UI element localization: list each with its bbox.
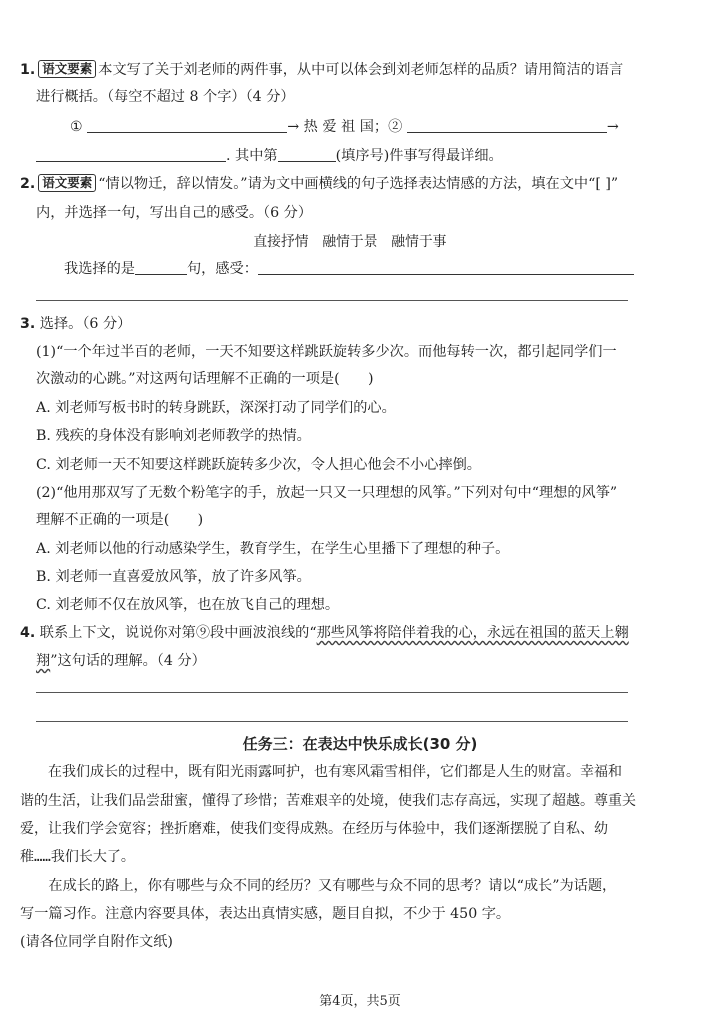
q3-stem-line (20, 314, 131, 334)
q1-circle1: ① (70, 119, 83, 135)
q4-quote-part1: 那些风筝将陪伴着我的心，永远在祖国的蓝天上翱 (316, 625, 629, 641)
q3-p2-option-a: A. 刘老师以他的行动感染学生，教育学生，在学生心里播下了理想的种子。 (36, 541, 510, 557)
page-footer: 第4页，共5页 (319, 994, 401, 1009)
q4-answer-line1[interactable] (36, 692, 628, 693)
q1-line2: 进行概括。（每空不超过 8 个字）（4 分） (36, 89, 295, 105)
q3-stem: 选择。（6 分） (39, 316, 132, 332)
q3-p1-line2: 次激动的心跳。”对这两句话理解不正确的一项是( ) (36, 371, 374, 387)
q1-line3 (70, 117, 619, 137)
q1-blank1[interactable] (87, 117, 287, 133)
q1-mid: → 热 爱 祖 国；② (287, 119, 403, 135)
q2-options: 直接抒情 融情于景 融情于事 (253, 234, 447, 250)
task3-para1-line3: 爱，让我们学会宽容；挫折磨难，使我们变得成熟。在经历与体验中，我们逐渐摆脱了自私、幼 (20, 821, 608, 837)
q2-number: 2. (20, 176, 36, 192)
q4-line1 (20, 623, 629, 643)
q4-line1a: 联系上下文，说说你对第⑨段中画波浪线的“ (39, 625, 317, 641)
q3-p1-option-c: C. 刘老师一天不知要这样跳跃旋转多少次，令人担心他会不小心摔倒。 (36, 457, 481, 473)
q1-arrow: → (606, 119, 619, 135)
q2-answer-line[interactable] (36, 300, 628, 301)
task3-para2-line1: 在成长的路上，你有哪些与众不同的经历？又有哪些与众不同的思考？请以“成长”为话题， (20, 878, 617, 894)
q3-p1-option-a: A. 刘老师写板书时的转身跳跃，深深打动了同学们的心。 (36, 400, 396, 416)
q4-quote-part2: 翔 (36, 653, 51, 669)
q3-number: 3. (20, 316, 36, 332)
q3-p2-line2: 理解不正确的一项是( ) (36, 512, 204, 528)
q3-p1-line1: (1)“一个年过半百的老师，一天不知要这样跳跃旋转多少次。而他每转一次，都引起同学们一 (36, 344, 617, 360)
q1-line4a: . 其中第 (226, 148, 278, 164)
q1-blank2[interactable] (407, 117, 607, 133)
q3-p2-option-b: B. 刘老师一直喜爱放风筝，放了许多风筝。 (36, 569, 311, 585)
q2-blank1[interactable] (135, 259, 187, 275)
q4-number: 4. (20, 625, 36, 641)
q4-line2b: ”这句话的理解。（4 分） (50, 653, 206, 669)
q1-text-line1: 本文写了关于刘老师的两件事，从中可以体会到刘老师怎样的品质？请用简洁的语言 (98, 62, 624, 78)
q1-blank4[interactable] (278, 146, 336, 162)
q1-line1 (20, 60, 623, 80)
q2-line1 (20, 174, 618, 194)
q3-p2-option-c: C. 刘老师不仅在放风筝，也在放飞自己的理想。 (36, 597, 340, 613)
task3-note: (请各位同学自附作文纸) (20, 934, 173, 950)
q4-line2 (36, 651, 206, 671)
q2-choose (64, 259, 634, 279)
task3-para1-line1: 在我们成长的过程中，既有阳光雨露呵护，也有寒风霜雪相伴，它们都是人生的财富。幸福和 (20, 764, 622, 780)
q2-line2: 内，并选择一句，写出自己的感受。（6 分） (36, 205, 313, 221)
task3-para1-line4: 稚……我们长大了。 (20, 849, 135, 865)
q1-number: 1. (20, 62, 36, 78)
q3-p1-option-b: B. 残疾的身体没有影响刘老师教学的热情。 (36, 428, 311, 444)
task3-para1-line2: 谐的生活，让我们品尝甜蜜，懂得了珍惜；苦难艰辛的处境，使我们志存高远，实现了超越。尊重关 (20, 793, 636, 809)
q2-choose-b: 句，感受： (186, 261, 258, 277)
q4-answer-line2[interactable] (36, 721, 628, 722)
q3-p2-line1: (2)“他用那双写了无数个粉笔字的手，放起一只又一只理想的风筝。”下列对句中“理想的风筝” (36, 485, 618, 501)
task3-heading: 任务三：在表达中快乐成长(30 分) (242, 735, 478, 753)
task3-para2-line2: 写一篇习作。注意内容要具体，表达出真情实感，题目自拟，不少于 450 字。 (20, 906, 511, 922)
q1-blank3[interactable] (36, 146, 226, 162)
q2-choose-a: 我选择的是 (64, 261, 135, 277)
q2-blank2[interactable] (258, 259, 634, 275)
q1-line4b: (填序号)件事写得最详细。 (335, 148, 503, 164)
q2-tag: 语文要素 (38, 174, 96, 192)
q2-text-line1: “情以物迁，辞以情发。”请为文中画横线的句子选择表达情感的方法，填在文中“[ ]” (98, 176, 619, 192)
q1-line4 (36, 146, 503, 166)
q1-tag: 语文要素 (38, 60, 96, 78)
